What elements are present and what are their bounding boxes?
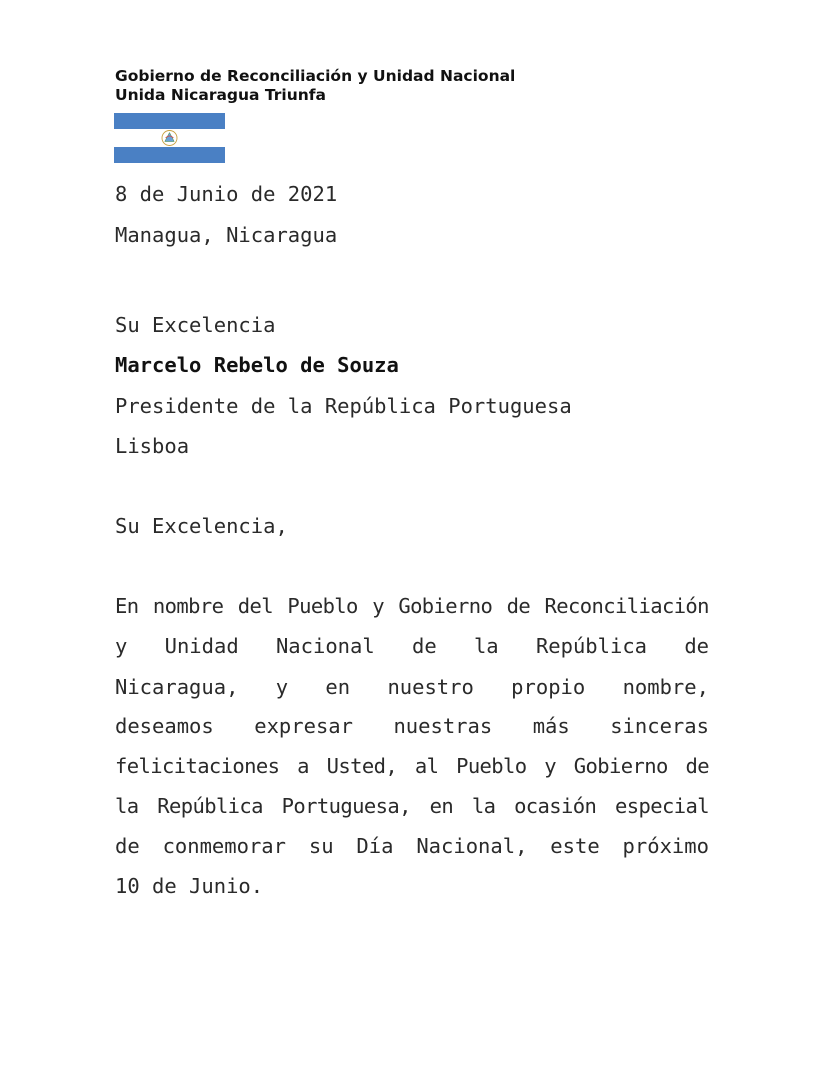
body-word: Reconciliación xyxy=(544,594,709,618)
body-word: República xyxy=(157,794,263,818)
body-word: felicitaciones xyxy=(115,754,280,778)
body-word: al xyxy=(414,754,439,778)
body-word: Gobierno xyxy=(398,594,493,618)
body-word: expresar xyxy=(254,714,353,738)
body-word: su xyxy=(308,834,334,858)
body-line xyxy=(115,714,709,738)
body-word: Nacional xyxy=(275,634,375,658)
body-line xyxy=(115,594,709,618)
body-word: del xyxy=(237,594,273,618)
body-word: deseamos xyxy=(115,714,214,738)
body-word: de xyxy=(684,634,709,658)
body-word: En xyxy=(115,594,139,618)
body-word: y xyxy=(544,754,557,778)
recipient-salutation: Su Excelencia xyxy=(115,313,276,337)
body-word: de xyxy=(506,594,531,618)
body-word: Nicaragua, xyxy=(115,675,239,699)
recipient-title: Presidente de la República Portuguesa xyxy=(115,394,572,418)
body-word: nombre, xyxy=(622,675,709,699)
body-line: 10 de Junio. xyxy=(115,874,264,898)
body-word: Unidad xyxy=(164,634,239,658)
body-word: ocasión xyxy=(514,794,597,818)
recipient-city: Lisboa xyxy=(115,434,190,458)
letter-greeting: Su Excelencia, xyxy=(115,514,288,538)
body-word: de xyxy=(115,834,140,858)
letter-date: 8 de Junio de 2021 xyxy=(115,182,338,206)
body-line xyxy=(115,834,709,858)
body-word: la xyxy=(115,794,139,818)
body-word: Pueblo xyxy=(456,754,527,778)
body-word: conmemorar xyxy=(162,834,286,858)
body-word: sinceras xyxy=(610,714,709,738)
body-word: la xyxy=(473,634,499,658)
body-word: y xyxy=(372,594,384,618)
body-word: y xyxy=(275,675,289,699)
body-word: Gobierno xyxy=(573,754,668,778)
body-word: Nacional, xyxy=(416,834,528,858)
body-word: la xyxy=(471,794,496,818)
letterhead-slogan: Unida Nicaragua Triunfa xyxy=(115,86,327,104)
recipient-name: Marcelo Rebelo de Souza xyxy=(115,353,399,377)
body-word: nombre xyxy=(152,594,224,618)
body-word: de xyxy=(685,754,709,778)
body-line xyxy=(115,754,709,778)
nicaragua-flag-icon xyxy=(114,113,225,163)
body-word: y xyxy=(115,634,128,658)
body-word: Portuguesa, xyxy=(281,794,411,818)
body-line xyxy=(115,634,709,658)
body-line xyxy=(115,794,709,818)
body-word: Pueblo xyxy=(287,594,358,618)
letter-place: Managua, Nicaragua xyxy=(115,223,338,247)
body-word: propio xyxy=(511,675,586,699)
letterhead xyxy=(115,67,515,105)
body-word: nuestras xyxy=(393,714,493,738)
body-word: Usted, xyxy=(326,754,398,778)
body-line xyxy=(115,675,709,699)
body-word: de xyxy=(412,634,437,658)
body-word: este xyxy=(550,834,600,858)
body-word: República xyxy=(535,634,648,658)
body-word: más xyxy=(532,714,570,738)
body-word: en xyxy=(325,675,351,699)
letterhead-government-name: Gobierno de Reconciliación y Unidad Nacional xyxy=(115,67,516,85)
body-word: a xyxy=(297,754,309,778)
body-word: nuestro xyxy=(387,675,474,699)
body-word: Día xyxy=(356,834,394,858)
body-word: en xyxy=(429,794,454,818)
body-word: especial xyxy=(615,794,709,818)
body-word: próximo xyxy=(622,834,709,858)
